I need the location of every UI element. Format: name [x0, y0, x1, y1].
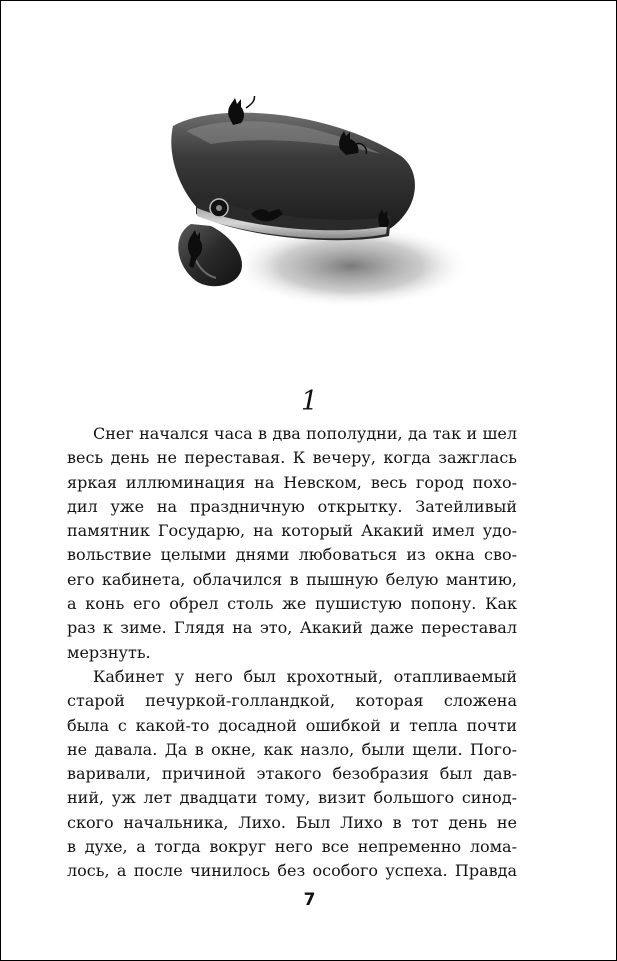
text-line: была с какой-то досадной ошибкой и тепла почти [67, 715, 517, 735]
text-line: ского начальника, Лихо. Был Лихо в тот день не [67, 812, 517, 832]
text-line: в духе, а тогда вокруг него все непременно лома- [67, 837, 517, 857]
text-line: мерзнуть. [67, 642, 151, 662]
text-line: старой печуркой-голландкой, которая сложена [67, 691, 517, 711]
text-line: дил уже на праздничную открытку. Затейливый [67, 496, 517, 516]
text-line: варивали, причиной этакого безобразия был дав- [67, 764, 517, 784]
page-number: 7 [303, 890, 316, 910]
text-line: вольствие целыми днями любоваться из окна сво- [67, 545, 517, 565]
text-line: весь день не переставая. К вечеру, когда зажглась [67, 448, 517, 468]
text-line: ний, уж лет двадцати тому, визит большого синод- [67, 788, 517, 808]
text-line: памятник Государю, на который Акакий имел удо- [67, 521, 517, 541]
chapter-number: 1 [300, 386, 319, 417]
text-line: раз к зиме. Глядя на это, Акакий даже переставал [67, 618, 517, 638]
text-line: яркая иллюминация на Невском, весь город похо- [67, 472, 517, 492]
text-line: лось, а после чинилось без особого успеха. Правда [67, 861, 517, 881]
text-line: Кабинет у него был крохотный, отапливаемый [93, 666, 517, 686]
text-line: а конь его обрел столь же пушистую попону. Как [67, 594, 517, 614]
text-line: его кабинета, облачился в пышную белую мантию, [67, 569, 517, 589]
peaked-cap-with-imps-illustration [151, 96, 471, 316]
text-line: не давала. Да в окне, как назло, были щели. Пого- [67, 739, 517, 759]
text-line: Снег начался часа в два пополудни, да так и шел [93, 424, 517, 443]
body-text [67, 422, 517, 884]
